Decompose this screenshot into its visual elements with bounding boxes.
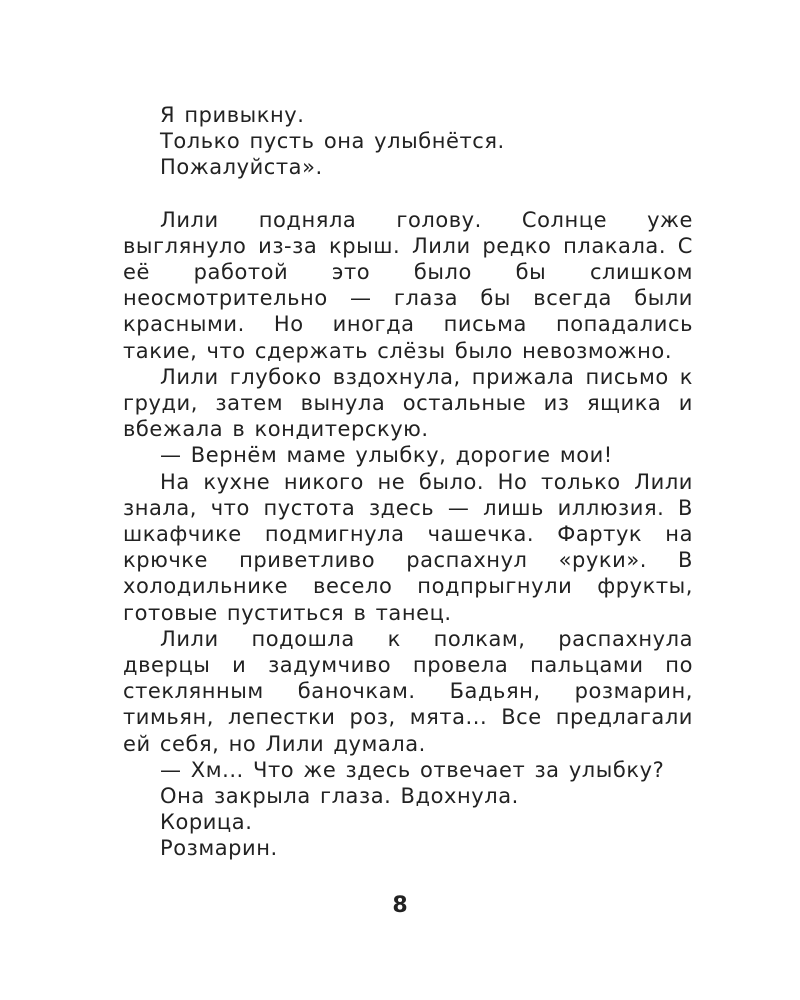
page-number: 8 <box>392 893 408 918</box>
dialogue-line: — Вернём маме улыбку, дорогие мои! <box>160 443 613 468</box>
paragraph: Я привыкну. <box>160 103 305 127</box>
paragraph: Корица. <box>160 810 253 835</box>
paragraph: На кухне никого не было. Но только Лили знала, что пустота здесь — лишь иллюзия. В шкафчике подмигнула чашечка. Фартук на крючке приветливо распахнул «руки». В холодильнике весело подпрыгнули фрукты, готовые пуститься в танец. <box>123 469 693 625</box>
story-text <box>123 207 693 862</box>
paragraph: Пожалуйста». <box>160 155 323 180</box>
paragraph: Лили подняла голову. Солнце уже выглянуло из-за крыш. Лили редко плакала. С её работой это было бы слишком неосмотрительно — глаза бы всегда были красными. Но иногда письма попадались такие, что сдержать слёзы было невозможно. <box>123 207 693 363</box>
paragraph: Только пусть она улыбнётся. <box>160 129 505 154</box>
paragraph: Лили подошла к полкам, распахнула дверцы и задумчиво провела пальцами по стеклянным баночкам. Бадьян, розмарин, тимьян, лепестки роз, мята... Все предлагали ей себя, но Лили думала. <box>123 626 693 756</box>
paragraph: Розмарин. <box>160 836 278 861</box>
letter-ending <box>123 102 693 181</box>
paragraph: Она закрыла глаза. Вдохнула. <box>160 784 519 809</box>
paragraph: Лили глубоко вздохнула, прижала письмо к груди, затем вынула остальные из ящика и вбежала в кондитерскую. <box>123 364 693 442</box>
dialogue-line: — Хм... Что же здесь отвечает за улыбку? <box>160 757 665 782</box>
book-page-text <box>123 102 693 862</box>
